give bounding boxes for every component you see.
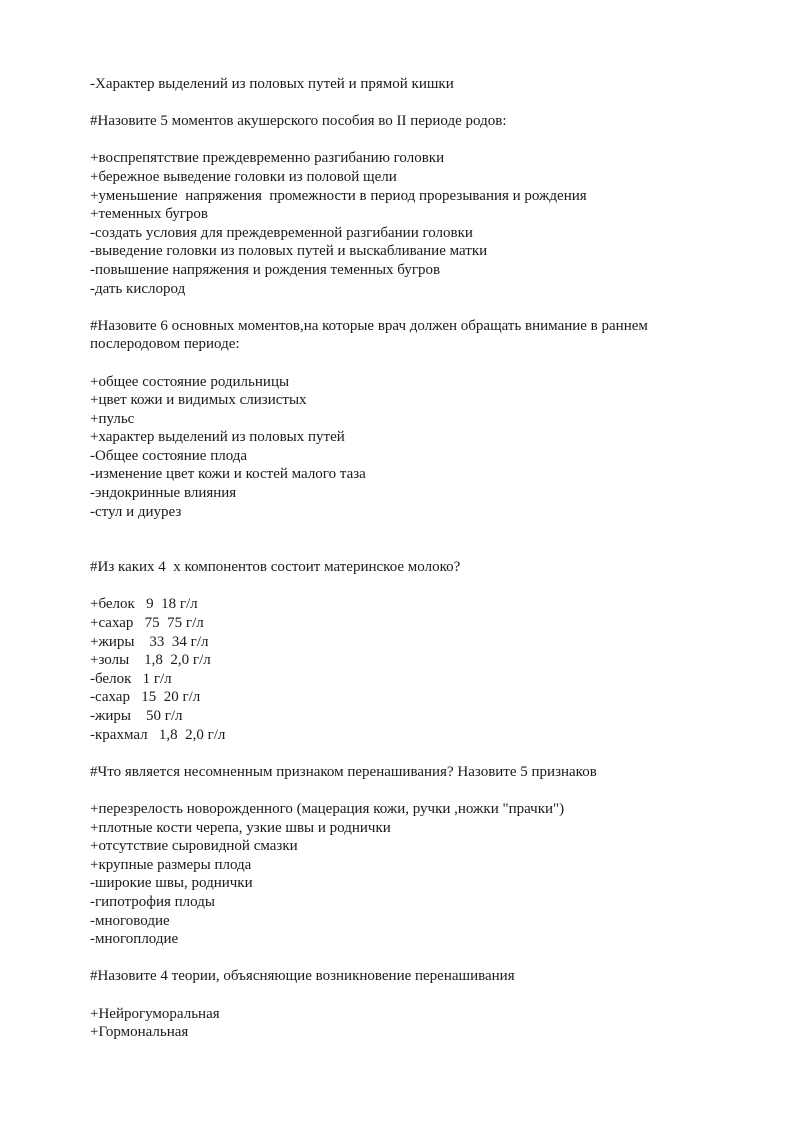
answer-option: +цвет кожи и видимых слизистых (90, 392, 307, 409)
answer-option: -гипотрофия плоды (90, 893, 215, 910)
answer-option: +перезрелость новорожденного (мацерация кожи, ручки ,ножки "прачки") (90, 800, 565, 817)
answer-option: -жиры 50 г/л (90, 708, 183, 724)
answer-option: +теменных бугров (90, 206, 209, 223)
answer-option: +Нейрогуморальная (90, 1005, 220, 1022)
answer-option: +характер выделений из половых путей (90, 429, 345, 446)
answer-option: +бережное выведение головки из половой щели (90, 168, 397, 185)
question-heading: #Назовите 5 моментов акушерского пособия во II периоде родов: (90, 113, 507, 130)
document-page (90, 75, 730, 1042)
answer-option: -Характер выделений из половых путей и прямой кишки (90, 76, 454, 92)
answer-option: -белок 1 г/л (90, 670, 172, 687)
answer-option: +сахар 75 75 г/л (90, 615, 204, 632)
answer-option: +золы 1,8 2,0 г/л (90, 652, 211, 669)
question-heading: #Назовите 6 основных моментов,на которые врач должен обращать внимание в раннем послеродовом периоде: (90, 317, 648, 353)
answer-option: -многоплодие (90, 931, 179, 948)
answer-option: -создать условия для преждевременной разгибании головки (90, 224, 473, 241)
answer-option: -выведение головки из половых путей и выскабливание матки (90, 243, 488, 260)
answer-option: +отсутствие сыровидной смазки (90, 838, 298, 855)
answer-option: +пульс (90, 410, 135, 427)
answer-option: -крахмал 1,8 2,0 г/л (90, 726, 226, 743)
question-heading: #Назовите 4 теории, объясняющие возникновение перенашивания (90, 968, 515, 985)
answer-option: +белок 9 18 г/л (90, 596, 198, 613)
answer-option: +уменьшение напряжения промежности в период прорезывания и рождения (90, 187, 587, 204)
answer-option: +крупные размеры плода (90, 856, 252, 873)
question-heading: #Что является несомненным признаком перенашивания? Назовите 5 признаков (90, 763, 597, 780)
answer-option: -эндокринные влияния (90, 485, 237, 502)
answer-option: +воспрепятствие преждевременно разгибанию головки (90, 150, 445, 167)
answer-option: -изменение цвет кожи и костей малого таза (90, 466, 366, 483)
answer-option: +Гормональная (90, 1024, 189, 1041)
answer-option: +жиры 33 34 г/л (90, 633, 209, 650)
answer-option: -стул и диурез (90, 503, 182, 520)
question-heading: #Из каких 4 х компонентов состоит материнское молоко? (90, 559, 461, 576)
answer-option: +общее состояние родильницы (90, 373, 290, 390)
answer-option: -сахар 15 20 г/л (90, 689, 201, 706)
answer-option: +плотные кости черепа, узкие швы и роднички (90, 819, 391, 836)
answer-option: -повышение напряжения и рождения теменных бугров (90, 261, 441, 278)
answer-option: -широкие швы, роднички (90, 875, 253, 892)
answer-option: -Общее состояние плода (90, 447, 248, 464)
answer-option: -многоводие (90, 912, 170, 929)
answer-option: -дать кислород (90, 280, 186, 297)
